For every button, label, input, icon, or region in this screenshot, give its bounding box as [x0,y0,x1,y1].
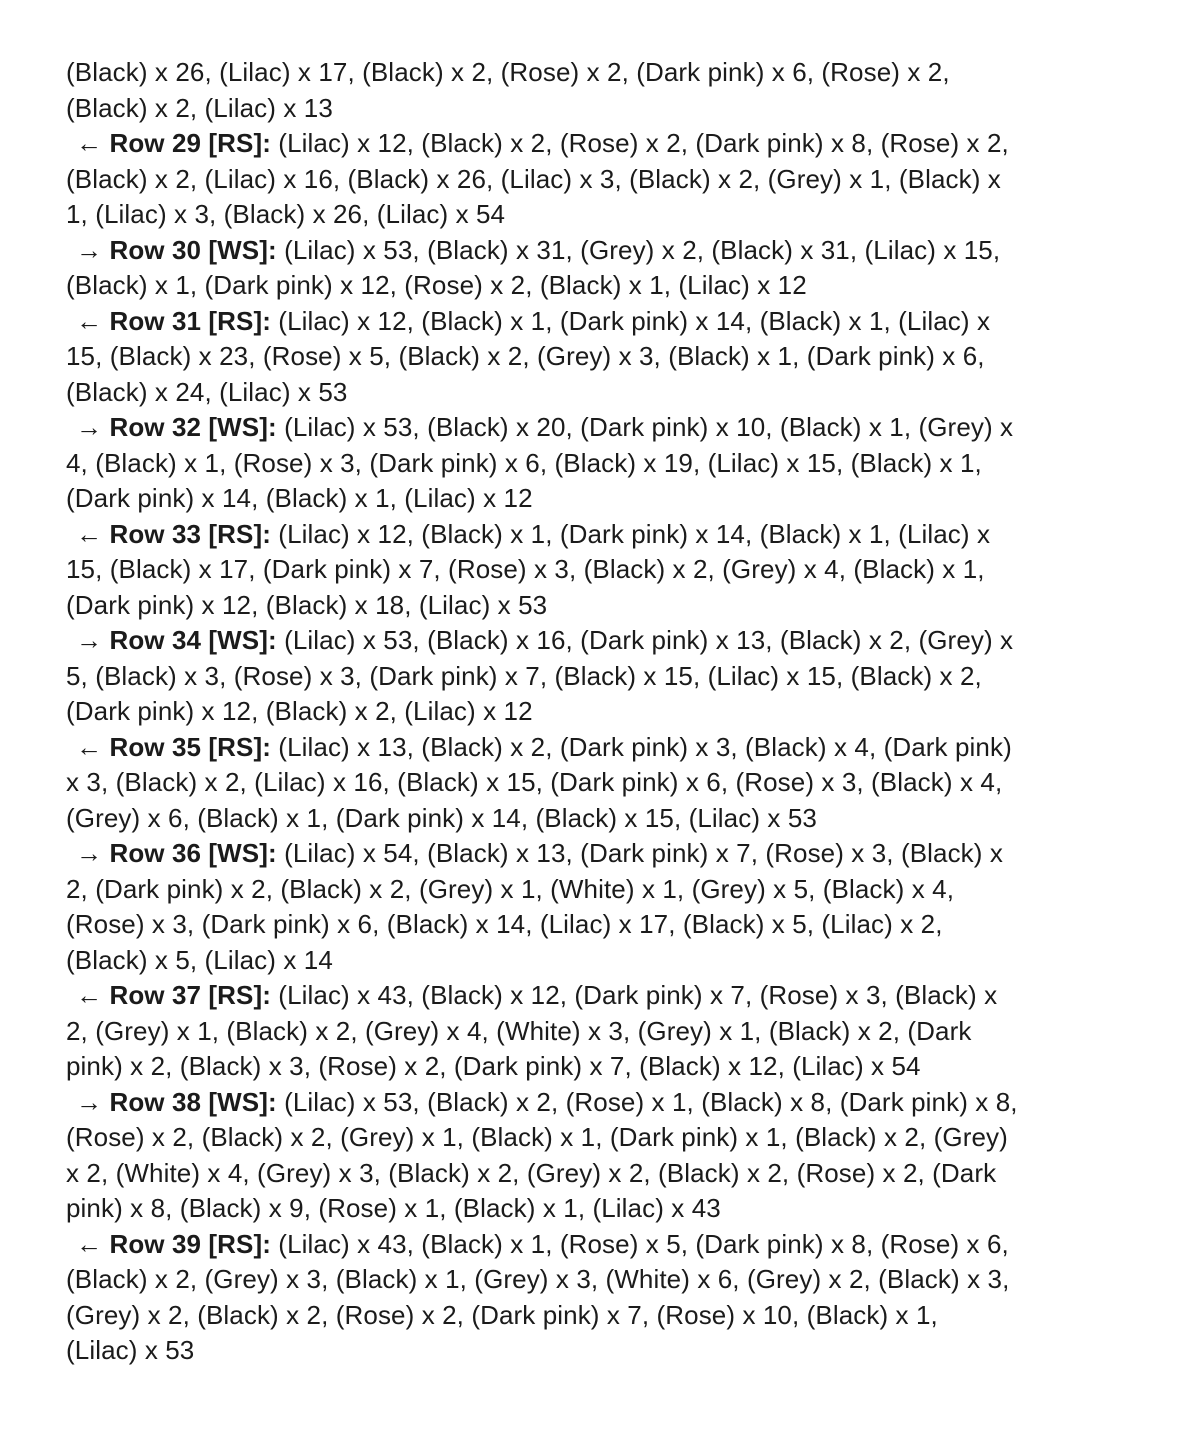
direction-arrow: → [76,1086,110,1117]
row-instructions: (Lilac) x 53 [66,1335,195,1365]
pattern-continuation-line [66,943,1131,979]
direction-arrow: ← [76,1228,110,1259]
row-instructions: (Lilac) x 13, (Black) x 2, (Dark pink) x 3, (Black) x 4, (Dark pink) [270,731,1012,762]
row-instructions: pink) x 8, (Black) x 9, (Rose) x 1, (Black) x 1, (Lilac) x 43 [66,1193,721,1223]
pattern-continuation-line [66,1333,1131,1369]
row-instructions: (Lilac) x 53, (Black) x 16, (Dark pink) x 13, (Black) x 2, (Grey) x [276,625,1014,655]
pattern-continuation-line [66,446,1131,482]
row-label: Row 31 [RS]: [109,305,271,336]
pattern-continuation-line [66,1191,1131,1227]
row-instructions: (Black) x 2, (Lilac) x 13 [66,92,333,123]
pattern-continuation-line [66,268,1131,304]
row-label: Row 29 [RS]: [109,128,271,158]
pattern-continuation-line [66,1049,1131,1085]
direction-arrow: → [76,838,110,868]
direction-arrow: ← [76,128,110,158]
row-instructions: (Black) x 1, (Dark pink) x 12, (Rose) x 2, (Black) x 1, (Lilac) x 12 [66,270,807,300]
direction-arrow: ← [76,518,110,549]
row-instructions: (Grey) x 6, (Black) x 1, (Dark pink) x 14, (Black) x 15, (Lilac) x 53 [66,802,817,833]
pattern-continuation-line [66,197,1131,233]
pattern-row-start-line [66,623,1131,659]
pattern-row-start-line [66,233,1131,269]
pattern-row-start-line [66,126,1131,162]
row-instructions: 4, (Black) x 1, (Rose) x 3, (Dark pink) x 6, (Black) x 19, (Lilac) x 15, (Black) x 1, [66,447,982,478]
pattern-continuation-line [66,1298,1131,1334]
pattern-continuation-line [66,801,1131,837]
row-label: Row 32 [WS]: [109,412,277,442]
row-instructions: (Lilac) x 53, (Black) x 31, (Grey) x 2, (Black) x 31, (Lilac) x 15, [276,234,1001,265]
pattern-continuation-line [66,872,1131,908]
row-instructions: 2, (Dark pink) x 2, (Black) x 2, (Grey) x 1, (White) x 1, (Grey) x 5, (Black) x 4, [66,873,955,904]
row-instructions: (Black) x 5, (Lilac) x 14 [66,944,333,975]
pattern-continuation-line [66,552,1131,588]
row-instructions: (Lilac) x 12, (Black) x 1, (Dark pink) x 14, (Black) x 1, (Lilac) x [270,305,991,336]
row-instructions: x 2, (White) x 4, (Grey) x 3, (Black) x 2, (Grey) x 2, (Black) x 2, (Rose) x 2, (Dark [66,1157,997,1188]
row-instructions: 15, (Black) x 23, (Rose) x 5, (Black) x 2, (Grey) x 3, (Black) x 1, (Dark pink) x 6, [66,341,985,371]
pattern-row-start-line [66,410,1131,446]
pattern-continuation-line [66,588,1131,624]
pattern-continuation-line [66,91,1131,127]
pattern-row-start-line [66,1085,1131,1121]
pattern-continuation-line [66,1156,1131,1192]
direction-arrow: ← [76,980,110,1010]
row-instructions: pink) x 2, (Black) x 3, (Rose) x 2, (Dark pink) x 7, (Black) x 12, (Lilac) x 54 [66,1051,921,1081]
row-instructions: (Lilac) x 54, (Black) x 13, (Dark pink) x 7, (Rose) x 3, (Black) x [276,838,1003,868]
pattern-continuation-line [66,481,1131,517]
pattern-row-start-line [66,1227,1131,1263]
row-instructions: (Lilac) x 43, (Black) x 1, (Rose) x 5, (Dark pink) x 8, (Rose) x 6, [270,1228,1009,1259]
row-instructions: (Grey) x 2, (Black) x 2, (Rose) x 2, (Dark pink) x 7, (Rose) x 10, (Black) x 1, [66,1299,938,1330]
pattern-continuation-line [66,339,1131,375]
row-instructions: (Dark pink) x 14, (Black) x 1, (Lilac) x 12 [66,483,533,513]
pattern-continuation-line [66,55,1131,91]
pattern-continuation-line [66,162,1131,198]
row-instructions: (Lilac) x 43, (Black) x 12, (Dark pink) x 7, (Rose) x 3, (Black) x [270,980,998,1010]
row-label: Row 39 [RS]: [109,1228,271,1259]
pattern-row-start-line [66,730,1131,766]
row-label: Row 33 [RS]: [109,518,271,549]
pattern-continuation-line [66,1014,1131,1050]
direction-arrow: ← [76,305,110,336]
row-label: Row 38 [WS]: [109,1086,277,1117]
pattern-continuation-line [66,659,1131,695]
row-instructions: (Black) x 2, (Lilac) x 16, (Black) x 26, (Lilac) x 3, (Black) x 2, (Grey) x 1, (Black) x [66,163,1001,194]
pattern-continuation-line [66,375,1131,411]
pattern-continuation-line [66,1120,1131,1156]
pattern-continuation-line [66,1262,1131,1298]
row-instructions: (Black) x 26, (Lilac) x 17, (Black) x 2, (Rose) x 2, (Dark pink) x 6, (Rose) x 2, [66,57,950,87]
pattern-continuation-line [66,694,1131,730]
row-instructions: (Lilac) x 53, (Black) x 20, (Dark pink) x 10, (Black) x 1, (Grey) x [276,412,1014,442]
row-instructions: (Rose) x 3, (Dark pink) x 6, (Black) x 14, (Lilac) x 17, (Black) x 5, (Lilac) x 2, [66,909,943,939]
pattern-continuation-line [66,765,1131,801]
pattern-row-start-line [66,836,1131,872]
row-label: Row 35 [RS]: [109,731,271,762]
direction-arrow: → [76,625,110,655]
direction-arrow: → [76,412,110,442]
pattern-row-start-line [66,304,1131,340]
direction-arrow: → [76,234,110,265]
row-instructions: 5, (Black) x 3, (Rose) x 3, (Dark pink) x 7, (Black) x 15, (Lilac) x 15, (Black) x 2, [66,660,982,691]
row-label: Row 36 [WS]: [109,838,277,868]
row-instructions: (Black) x 24, (Lilac) x 53 [66,376,348,407]
row-instructions: (Dark pink) x 12, (Black) x 2, (Lilac) x 12 [66,696,533,726]
row-instructions: (Black) x 2, (Grey) x 3, (Black) x 1, (Grey) x 3, (White) x 6, (Grey) x 2, (Black) x 3, [66,1264,1010,1294]
pattern-lines [66,55,1131,1369]
row-label: Row 34 [WS]: [109,625,277,655]
row-instructions: (Rose) x 2, (Black) x 2, (Grey) x 1, (Black) x 1, (Dark pink) x 1, (Black) x 2, (Grey) [66,1122,1008,1152]
row-instructions: 15, (Black) x 17, (Dark pink) x 7, (Rose) x 3, (Black) x 2, (Grey) x 4, (Black) x 1, [66,554,985,584]
row-instructions: (Lilac) x 53, (Black) x 2, (Rose) x 1, (Black) x 8, (Dark pink) x 8, [276,1086,1018,1117]
pattern-continuation-line [66,907,1131,943]
row-instructions: 2, (Grey) x 1, (Black) x 2, (Grey) x 4, (White) x 3, (Grey) x 1, (Black) x 2, (Dark [66,1015,972,1046]
row-instructions: (Lilac) x 12, (Black) x 1, (Dark pink) x 14, (Black) x 1, (Lilac) x [270,518,991,549]
row-label: Row 37 [RS]: [109,980,271,1010]
row-label: Row 30 [WS]: [109,234,277,265]
pattern-row-start-line [66,517,1131,553]
pattern-row-start-line [66,978,1131,1014]
row-instructions: 1, (Lilac) x 3, (Black) x 26, (Lilac) x 54 [66,199,506,229]
row-instructions: x 3, (Black) x 2, (Lilac) x 16, (Black) x 15, (Dark pink) x 6, (Rose) x 3, (Black) x 4, [66,767,1003,797]
direction-arrow: ← [76,731,110,762]
row-instructions: (Lilac) x 12, (Black) x 2, (Rose) x 2, (Dark pink) x 8, (Rose) x 2, [270,128,1009,158]
row-instructions: (Dark pink) x 12, (Black) x 18, (Lilac) x 53 [66,589,548,620]
